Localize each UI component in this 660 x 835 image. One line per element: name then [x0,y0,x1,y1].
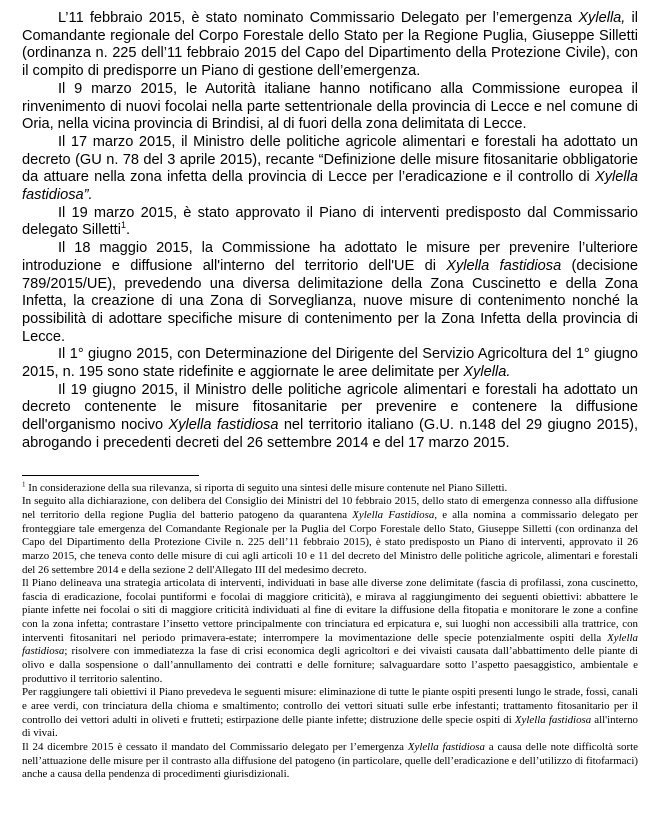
footnote-paragraph: Per raggiungere tali obiettivi il Piano prevedeva le seguenti misure: eliminazione di tutte le piante ospiti presenti lungo le strade, fossi, canali e aree verdi, con trinciatura della chioma e smaltimento; controllo dei vettori situati sulle erbe infestanti; trattamento fitosanitario per il controllo dei vettori adulti in oliveti e frutteti; estirpazione delle piante infette; distruzione delle specie ospiti di Xylella fastidiosa all'interno di vivai. [22,686,638,740]
footnote-paragraph: $^1$ In considerazione della sua rilevanza, si riporta di seguito una sintesi delle misure contenute nel Piano Silletti. [22,479,508,494]
italic-text: Xylella fastidiosa [168,417,279,434]
italic-text: Xylella, [578,10,626,26]
paragraph: Il 9 marzo 2015, le Autorità italiane hanno notificano alla Commissione europea il rinvenimento di nuovi focolai nella parte settentrionale della provincia di Lecce e nel comune di Oria, nella vicina provincia di Brindisi, al di fuori della zona delimitata di Lecce. [22,80,638,133]
paragraph: Il 17 marzo 2015, il Ministro delle politiche agricole alimentari e forestali ha adottato un decreto (GU n. 78 del 3 aprile 2015), recante “Definizione delle misure fitosanitarie obbligatorie da attuare nella zona infetta della provincia di Lecce per l’eradicazione e il controllo di Xylella fastidiosa”. [22,133,638,204]
italic-text: Xylella fastidiosa [514,713,592,726]
paragraph: L’11 febbraio 2015, è stato nominato Commissario Delegato per l’emergenza Xylella, il Comandante regionale del Corpo Forestale dello Stato per la Regione Puglia, Giuseppe Silletti (ordinanza n. 225 dell’11 febbraio 2015 del Capo del Dipartimento della Protezione Civile), con il compito di predisporre un Piano di gestione dell’emergenza. [22,10,638,80]
footnote-ref: 1 [120,220,126,231]
paragraph: Il 19 giugno 2015, il Ministro delle politiche agricole alimentari e forestali ha adottato un decreto contenente le misure fitosanitarie per prevenire e contenere la diffusione dell'organismo nocivo Xylella fastidiosa nel territorio italiano (G.U. n.148 del 29 giugno 2015), abrogando i precedenti decreti del 26 settembre 2014 e del 17 marzo 2015. [22,381,639,451]
footnote-paragraph: In seguito alla dichiarazione, con delibera del Consiglio dei Ministri del 10 febbraio 2015, dello stato di emergenza connesso alla diffusione nel territorio della regione Puglia del batterio patogeno da quarantena Xylella Fastidiosa, e alla nomina a commissario delegato per fronteggiare tale emergenza del Comandante Regionale per la Puglia del Corpo Forestale dello Stato, Giuseppe Silletti (con ordinanza del Capo del Dipartimento della Protezione Civile n. 225 dell’11 febbraio 2015), è stato predisposto un Piano di interventi, approvato il 26 marzo 2015, che teneva conto delle misure di cui agli articoli 10 e 11 del decreto del Ministro delle politiche agricole, alimentari e forestali del 26 settembre 2014 e della sezione 2 dell'Allegato III del medesimo decreto. [22,495,638,576]
italic-text: Xylella fastidiosa [407,741,485,754]
paragraph: Il 1° giugno 2015, con Determinazione del Dirigente del Servizio Agricoltura del 1° giugno 2015, n. 195 sono state ridefinite e aggiornate le aree delimitate per Xylella. [22,346,638,381]
body-text [22,10,638,453]
italic-text: Xylella Fastidiosa [352,508,435,521]
paragraph: Il 19 marzo 2015, è stato approvato il Piano di interventi predisposto dal Commissario delegato Silletti$^1$. [22,204,638,239]
italic-text: Xylella fastidiosa [446,257,562,274]
footnote-separator [22,475,199,476]
footnotes [22,479,638,782]
footnote-paragraph: Il 24 dicembre 2015 è cessato il mandato del Commissario delegato per l’emergenza Xylella fastidiosa a causa delle note difficoltà sorte nell’attuazione delle misure per il contrasto alla diffusione del patogeno (in particolare, quelle dell’eradicazione e dell’utilizzo di fitofarmaci) anche a causa della pendenza di procedimenti giurisdizionali. [22,741,638,781]
footnote-paragraph: Il Piano delineava una strategia articolata di interventi, individuati in base alle diverse zone delimitate (fascia di profilassi, zona cuscinetto, fascia di eradicazione, focolai puntiformi e focolai di maggiore criticità), e mirava al raggiungimento dei seguenti obiettivi: abbattere le piante infette nei focolai o siti di maggiore criticità individuati al fine di evitare la diffusione della fitopatia e monitorare le zone a confine con la zona infetta; contrastare l’insetto vettore principalmente con trinciatura ed erpicatura e, sui luoghi non accessibili alla trattrice, con interventi fitosanitari nel periodo primavera-estate; interrompere la movimentazione delle specie potenzialmente ospiti della Xylella fastidiosa; risolvere con immediatezza la fase di crisi economica degli agricoltori e dei vivaisti causata dall’abbattimento delle piante di olivo e dalla sospensione o dall’annullamento dei contratti e delle forniture; salvaguardare sotto l’aspetto paesaggistico, ambientale e produttivo il territorio salentino. [22,577,638,685]
paragraph: Il 18 maggio 2015, la Commissione ha adottato le misure per prevenire l’ulteriore introduzione e diffusione all'interno del territorio dell'UE di Xylella fastidiosa (decisione 789/2015/UE), prevedendo una diversa delimitazione della Zona Cuscinetto e della Zona Infetta, la creazione di una Zona di Sorveglianza, nuove misure di contenimento nonché la possibilità di adottare specifiche misure di contenimento per la Zona Infetta della provincia di Lecce. [22,240,639,345]
italic-text: Xylella fastidiosa”. [22,169,638,204]
italic-text: Xylella fastidiosa [22,631,638,658]
footnote-ref: 1 [22,479,26,488]
document-page [22,10,638,782]
italic-text: Xylella. [463,364,511,381]
